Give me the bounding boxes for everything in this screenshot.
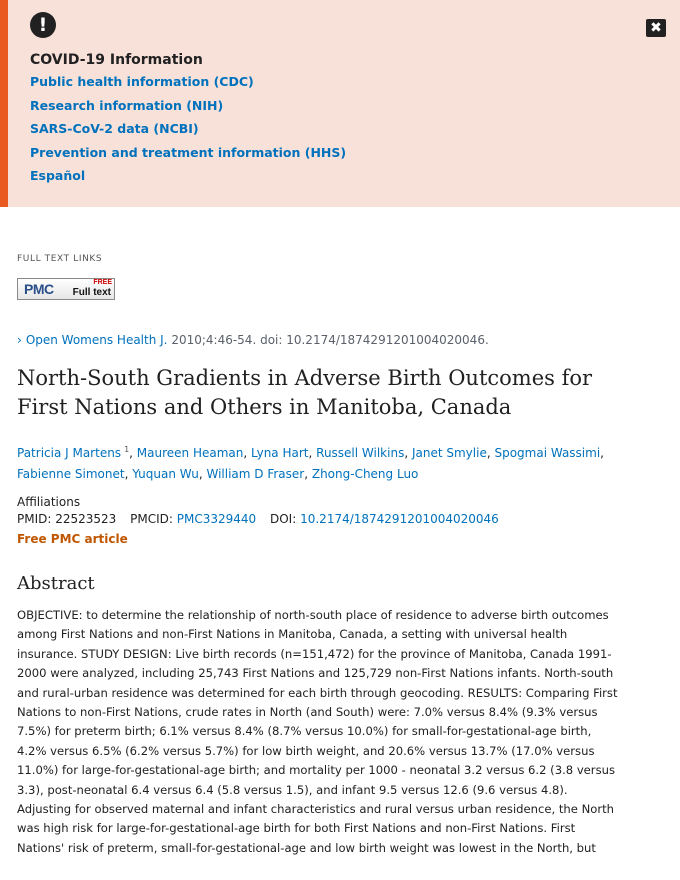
alert-icon: ! [30, 12, 56, 38]
free-tag: FREE [93, 279, 112, 286]
author-link[interactable]: William D Fraser [206, 466, 305, 481]
covid-banner [0, 0, 680, 207]
pmc-logo: PMC [24, 281, 54, 297]
article-identifiers [17, 512, 627, 526]
pmcid-link[interactable]: PMC3329440 [176, 512, 257, 526]
author-link[interactable]: Yuquan Wu [132, 466, 199, 481]
journal-link[interactable]: Open Womens Health J. [25, 333, 168, 347]
free-pmc-article-label: Free PMC article [17, 532, 128, 546]
full-text-links-label: FULL TEXT LINKS [17, 254, 103, 264]
citation [17, 333, 627, 347]
covid-link-nih[interactable]: Research information (NIH) [30, 97, 224, 113]
doi-link[interactable]: 10.2174/1874291201004020046 [300, 512, 499, 526]
author-link[interactable]: Janet Smylie [411, 446, 487, 460]
abstract-text: OBJECTIVE: to determine the relationship of north-south place of residence to adverse birth outcomes among First Nations and non-First Nations in Manitoba, Canada, a setting with universal health insurance. STUDY DESIGN: Live birth records (n=151,472) for the province of Manitoba, Canada 1991-2000 were analyzed, including 25,743 First Nations and 125,729 non-First Nations infants. North-south and rural-urban residence was determined for each birth through geocoding. RESULTS: Comparing First Nations to non-First Nations, crude rates in North (and South) were: 7.0% versus 8.4% (9.3% versus 7.5%) for preterm birth; 6.1% versus 8.4% (8.7% versus 10.0%) for small-for-gestational-age birth, 4.2% versus 6.5% (6.2% versus 5.7%) for low birth weight, and 20.6% versus 13.7% (17.0% versus 11.0%) for large-for-gestational-age birth; and mortality per 1000 - neonatal 3.2 versus 6.2 (3.8 versus 3.3), post-neonatal 6.4 versus 6.4 (5.8 versus 1.5), and infant 9.5 versus 12.6 (9.6 versus 4.8). Adjusting for observed maternal and infant characteristics and rural versus urban residence, the North was high risk for large-for-gestational-age birth for both First Nations and non-First Nations. First Nations' risk of preterm, small-for-gestational-age and low birth weight was lowest in the North, but [17, 608, 618, 855]
pmid-label: PMID: [17, 512, 56, 526]
affiliations-toggle[interactable]: Affiliations [17, 495, 81, 509]
chevron-right-icon[interactable]: › [17, 333, 22, 347]
author-link[interactable]: Lyna Hart [251, 446, 309, 460]
author-link[interactable]: Russell Wilkins [316, 446, 405, 460]
covid-link-espanol[interactable]: Español [30, 168, 86, 183]
covid-title: COVID-19 Information [30, 52, 203, 68]
authors-list: Patricia J Martens $^1$, Maureen Heaman, Lyna Hart, Russell Wilkins, Janet Smylie, Spogmai Wassimi, Fabienne Simonet, Yuquan Wu, William D Fraser, Zhong-Cheng Luo [17, 445, 604, 481]
full-text-tag: Full text [72, 287, 111, 298]
author-link[interactable]: Fabienne Simonet [17, 466, 125, 481]
covid-link-hhs[interactable]: Prevention and treatment information (HHS) [30, 144, 347, 160]
author-link[interactable]: Spogmai Wassimi [494, 446, 601, 460]
author-link[interactable]: Zhong-Cheng Luo [311, 466, 419, 481]
pmcid-label: PMCID: [130, 512, 177, 526]
citation-details: 2010;4:46-54. doi: 10.2174/1874291201004020046. [167, 333, 489, 347]
article-title: North-South Gradients in Adverse Birth Outcomes for First Nations and Others in Manitoba, Canada [17, 366, 593, 419]
affiliation-sup[interactable]: 1 [124, 445, 130, 454]
pmc-full-text-button[interactable] [17, 278, 115, 300]
close-banner-button[interactable]: ✖ [646, 19, 666, 37]
author-link[interactable]: Patricia J Martens [17, 446, 122, 460]
covid-link-cdc[interactable]: Public health information (CDC) [30, 74, 254, 89]
covid-link-ncbi[interactable]: SARS-CoV-2 data (NCBI) [30, 121, 199, 136]
author-link[interactable]: Maureen Heaman [136, 446, 244, 460]
doi-label: DOI: [270, 512, 301, 526]
covid-links [30, 73, 680, 184]
pmid-value: 22523523 [55, 512, 117, 526]
abstract-heading: Abstract [17, 573, 95, 594]
article-content [0, 254, 627, 858]
